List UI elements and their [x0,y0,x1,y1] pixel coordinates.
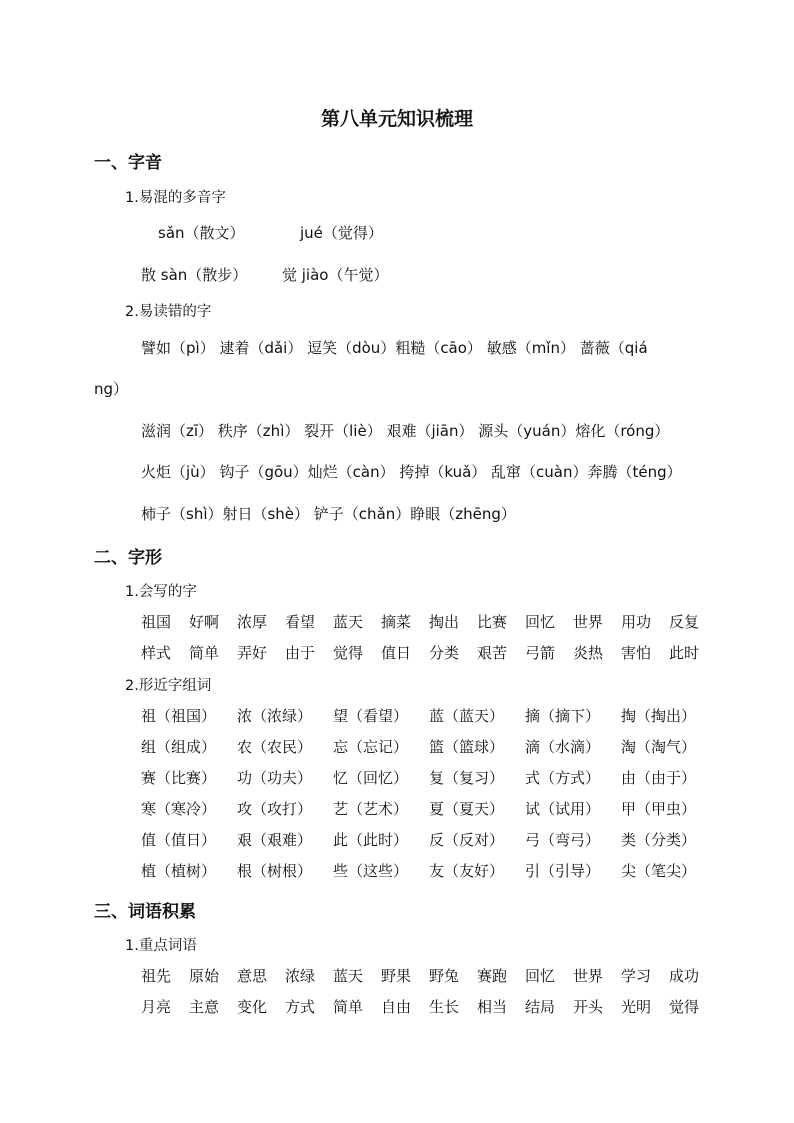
similar-char-pair: 篮（篮球） [429,738,505,756]
word: 开头 [573,998,604,1016]
word: 用功 [621,613,652,631]
subheading-misread: 2.易读错的字 [125,304,212,320]
section-heading-vocabulary: 三、词语积累 [94,902,196,922]
word: 祖国 [141,613,172,631]
word: 结局 [525,998,556,1016]
word: 看望 [285,613,316,631]
misread-line: 柿子（shì）射日（shè） 铲子（chǎn）睁眼（zhēng） [141,505,516,523]
page-title: 第八单元知识梳理 [320,108,473,130]
similar-char-pair: 浓（浓绿） [237,707,313,725]
similar-char-pair: 夏（夏天） [429,800,505,818]
word: 原始 [189,967,220,985]
similar-char-pair: 攻（攻打） [237,800,313,818]
similar-char-pair: 滴（水滴） [525,738,601,756]
similar-char-pair: 类（分类） [621,831,697,849]
similar-char-pair: 尖（笔尖） [621,862,697,880]
word: 此时 [669,644,700,662]
similar-char-row [141,829,717,850]
similar-char-pair: 此（此时） [333,831,409,849]
word: 摘菜 [381,613,412,631]
polyphonic-line: 觉 jiào（午觉） [282,266,389,284]
similar-char-pair: 弓（弯弓） [525,831,601,849]
polyphonic-line: sǎn（散文） [158,224,245,242]
word: 野果 [381,967,412,985]
word: 自由 [381,998,412,1016]
word: 意思 [237,967,268,985]
word: 主意 [189,998,220,1016]
similar-char-row [141,736,717,757]
similar-char-pair: 植（植树） [141,862,217,880]
word: 由于 [285,644,316,662]
word: 弓箭 [525,644,556,662]
similar-char-pair: 组（组成） [141,738,217,756]
similar-char-row [141,767,717,788]
word: 样式 [141,644,172,662]
similar-char-pair: 引（引导） [525,862,601,880]
word: 祖先 [141,967,172,985]
word: 学习 [621,967,652,985]
word: 世界 [573,967,604,985]
word: 弄好 [237,644,268,662]
section-heading-glyphs: 二、字形 [94,548,162,568]
word-row [141,996,717,1017]
word-row [141,611,717,632]
word: 光明 [621,998,652,1016]
misread-line: 譬如（pì） 逮着（dǎi） 逗笑（dòu）粗糙（cāo） 敏感（mǐn） 蔷薇（qiá [141,339,648,357]
word: 变化 [237,998,268,1016]
word: 回忆 [525,613,556,631]
similar-char-pair: 甲（甲虫） [621,800,697,818]
similar-char-pair: 祖（祖国） [141,707,217,725]
word: 蓝天 [333,967,364,985]
word: 浓绿 [285,967,316,985]
similar-char-pair: 农（农民） [237,738,313,756]
word: 野兔 [429,967,460,985]
similar-char-pair: 功（功夫） [237,769,313,787]
subheading-write-chars: 1.会写的字 [125,584,197,600]
word: 生长 [429,998,460,1016]
similar-char-pair: 赛（比赛） [141,769,217,787]
subheading-polyphonic: 1.易混的多音字 [125,190,226,206]
word: 害怕 [621,644,652,662]
similar-char-pair: 掏（掏出） [621,707,697,725]
similar-char-pair: 试（试用） [525,800,601,818]
word-row [141,965,717,986]
subheading-key-words: 1.重点词语 [125,938,197,954]
word: 蓝天 [333,613,364,631]
similar-char-pair: 忘（忘记） [333,738,409,756]
similar-char-pair: 摘（摘下） [525,707,601,725]
similar-char-pair: 式（方式） [525,769,601,787]
word: 相当 [477,998,508,1016]
similar-char-row [141,798,717,819]
similar-char-pair: 艰（艰难） [237,831,313,849]
similar-char-pair: 由（由于） [621,769,697,787]
word: 世界 [573,613,604,631]
similar-char-pair: 复（复习） [429,769,505,787]
word: 觉得 [333,644,364,662]
similar-char-pair: 友（友好） [429,862,505,880]
similar-char-pair: 艺（艺术） [333,800,409,818]
misread-line: ng） [94,380,129,398]
similar-char-row [141,860,717,881]
word: 赛跑 [477,967,508,985]
similar-char-row [141,705,717,726]
word: 浓厚 [237,613,268,631]
word: 艰苦 [477,644,508,662]
similar-char-pair: 望（看望） [333,707,409,725]
similar-char-pair: 寒（寒冷） [141,800,217,818]
similar-char-pair: 蓝（蓝天） [429,707,505,725]
subheading-similar-chars: 2.形近字组词 [125,678,212,694]
similar-char-pair: 根（树根） [237,862,313,880]
polyphonic-line: 散 sàn（散步） [141,266,248,284]
misread-line: 火炬（jù） 钩子（gōu）灿烂（càn） 挎掉（kuǎ） 乱窜（cuàn）奔腾（téng） [141,463,682,481]
word: 分类 [429,644,460,662]
word: 回忆 [525,967,556,985]
word: 成功 [669,967,700,985]
similar-char-pair: 淘（淘气） [621,738,697,756]
word: 值日 [381,644,412,662]
similar-char-pair: 反（反对） [429,831,505,849]
similar-char-pair: 值（值日） [141,831,217,849]
word: 反复 [669,613,700,631]
similar-char-pair: 忆（回忆） [333,769,409,787]
word: 觉得 [669,998,700,1016]
word: 简单 [333,998,364,1016]
word: 比赛 [477,613,508,631]
word: 简单 [189,644,220,662]
similar-char-pair: 些（这些） [333,862,409,880]
word-row [141,642,717,663]
word: 月亮 [141,998,172,1016]
section-heading-pronunciation: 一、字音 [94,153,162,173]
polyphonic-line: jué（觉得） [300,224,383,242]
word: 方式 [285,998,316,1016]
word: 好啊 [189,613,220,631]
word: 炎热 [573,644,604,662]
word: 掏出 [429,613,460,631]
misread-line: 滋润（zī） 秩序（zhì） 裂开（liè） 艰难（jiān） 源头（yuán）熔化（róng） [141,422,670,440]
